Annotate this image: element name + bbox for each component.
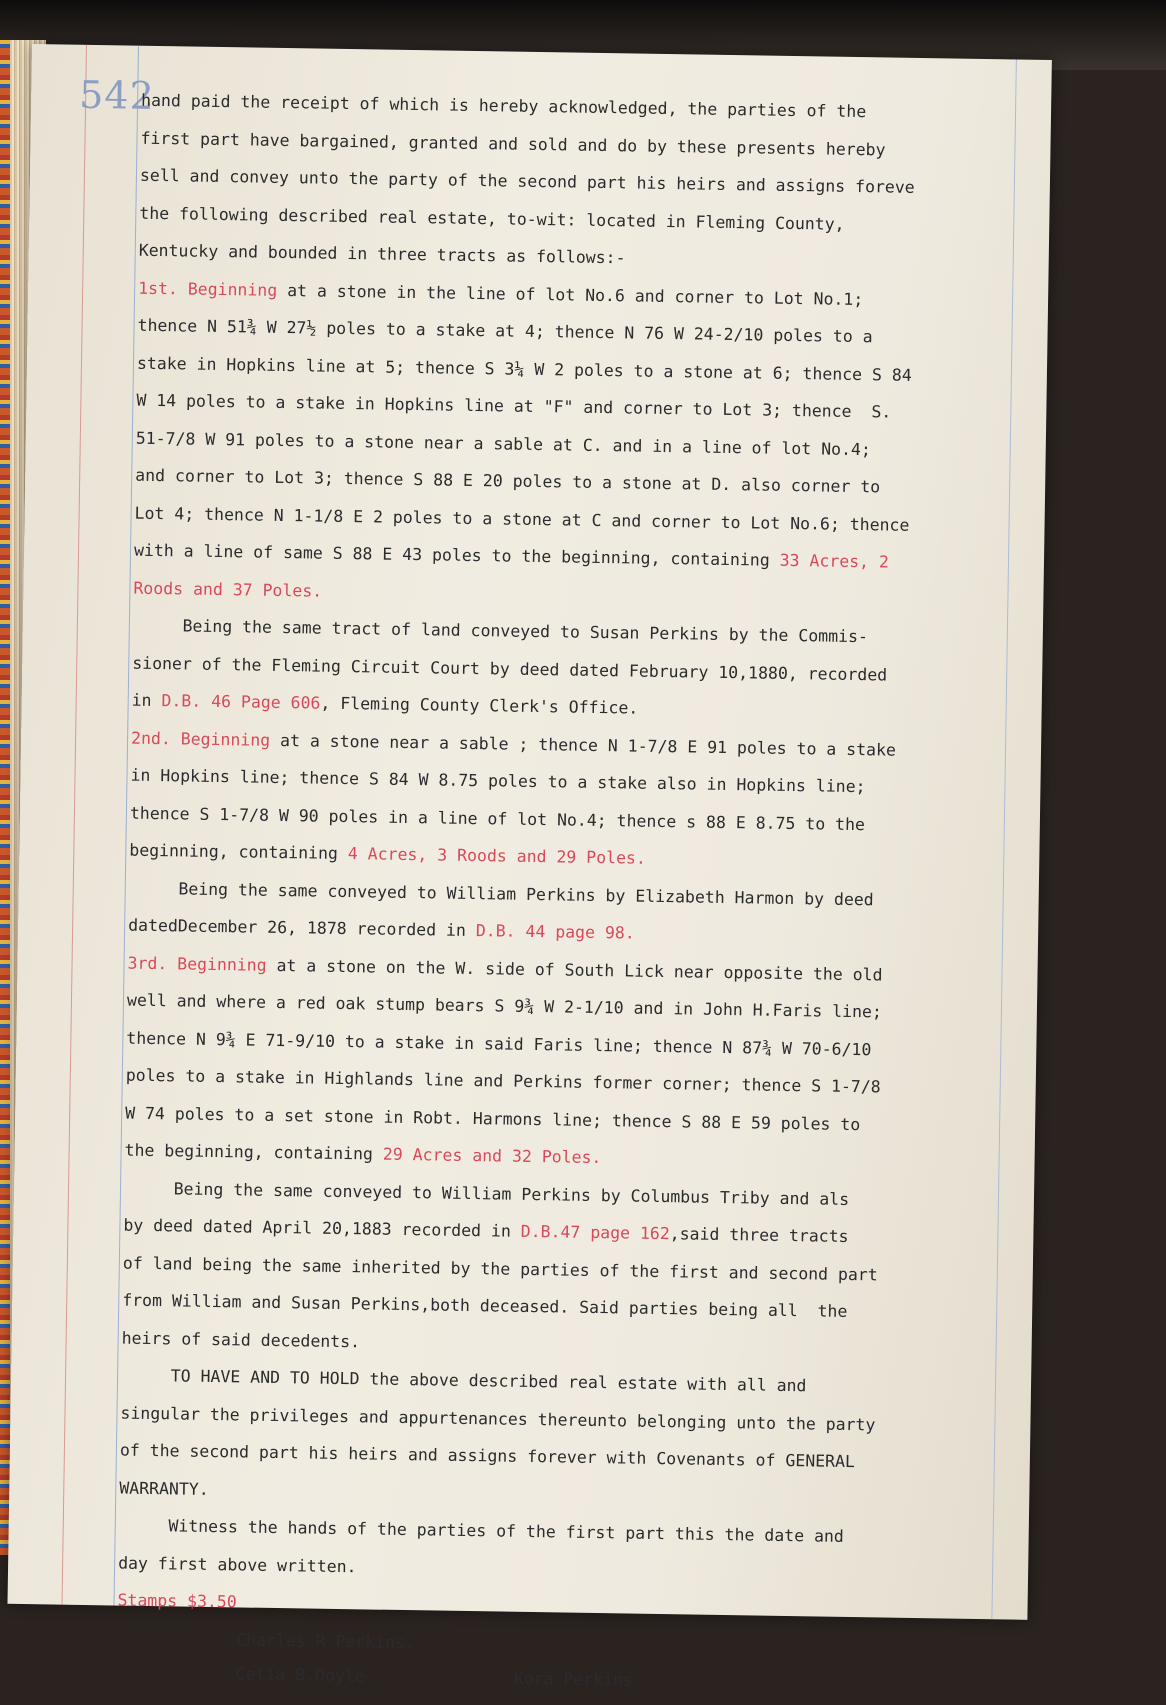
red-ink-text: 4 Acres, 3 Roods and 29 Poles. [347,844,646,868]
page-number: 542 [78,72,156,118]
typed-text: ,said three tracts [669,1224,849,1246]
typed-text: Witness the hands of the parties of the first part this the date and [118,1515,844,1546]
typed-text: 51-7/8 W 91 poles to a stone near a sable at C. and in a line of lot No.4; [135,428,871,459]
typed-text: and corner to Lot 3; thence S 88 E 20 poles to a stone at D. also corner to [135,465,881,497]
typed-text: thence S 1-7/8 W 90 poles in a line of lot No.4; thence s 88 E 8.75 to the [129,803,866,834]
typed-text: singular the privileges and appurtenances thereunto belonging unto the party [120,1403,876,1434]
margin-rule-red [61,45,87,1605]
red-ink-text: 1st. Beginning [138,278,278,300]
red-ink-text: 29 Acres and 32 Poles. [382,1144,602,1168]
signature-line: Celia B.Doyle. Kora Perkins [116,1662,634,1690]
red-ink-text: D.B. 44 page 98. [475,921,635,943]
typed-text: sioner of the Fleming Circuit Court by deed dated February 10,1880, recorded [132,653,888,685]
typed-text: Being the same conveyed to William Perkins by Columbus Triby and als [123,1178,850,1209]
typed-text: with a line of same S 88 E 43 poles to the beginning, containing [133,540,780,570]
typed-text: thence N 9¾ E 71-9/10 to a stake in said Faris line; thence N 87¾ W 70-6/10 [126,1028,872,1059]
red-ink-text: 2nd. Beginning [130,728,271,750]
typed-text: sell and convey unto the party of the second part his heirs and assigns foreve [139,165,915,197]
typed-text: W 14 poles to a stake in Hopkins line at "F" and corner to Lot 3; thence S. [136,390,892,422]
typed-text: W 74 poles to a set stone in Robt. Harmons line; thence S 88 E 59 poles to [125,1103,861,1134]
typed-text: at a stone in the line of lot No.6 and corner to Lot No.1; [277,280,864,309]
typed-text: datedDecember 26, 1878 recorded in [128,915,476,941]
typed-text: by deed dated April 20,1883 recorded in [123,1215,521,1241]
typed-text: poles to a stake in Highlands line and Perkins former corner; thence S 1-7/8 [125,1065,881,1097]
typed-text: at a stone on the W. side of South Lick near opposite the old [266,955,883,984]
typed-text: heirs of said decedents. [121,1328,361,1351]
typed-text: beginning, containing [129,840,349,864]
typed-text: at a stone near a sable ; thence N 1-7/8 E 91 poles to a stake [270,730,897,760]
typed-text: Being the same tract of land conveyed to Susan Perkins by the Commis- [132,615,869,647]
red-ink-text: 33 Acres, 2 [779,550,890,572]
red-ink-text: D.B. 46 Page 606 [161,691,321,713]
book-marbled-edge [0,40,10,1555]
typed-text: , Fleming County Clerk's Office. [320,693,639,718]
typed-text: hand paid the receipt of which is hereby acknowledged, the parties of the [140,90,867,122]
typed-text: the following described real estate, to-wit: located in Fleming County, [139,203,845,234]
typed-text: well and where a red oak stump bears S 9¾ W 2-1/10 and in John H.Faris line; [126,990,883,1022]
typed-text: from William and Susan Perkins,both deceased. Said parties being all the [122,1290,848,1321]
typed-text: TO HAVE AND TO HOLD the above described real estate with all and [120,1365,807,1396]
typed-text: day first above written. [118,1553,357,1576]
typed-text: first part have bargained, granted and sold and do by these presents hereby [140,128,886,159]
typed-text: the beginning, containing [124,1140,384,1164]
typed-text: Kentucky and bounded in three tracts as follows:- [138,240,626,268]
typed-text: in [131,690,162,711]
typed-text: thence N 51¾ W 27½ poles to a stake at 4; thence N 76 W 24-2/10 poles to a [137,315,873,347]
red-ink-text: Roods and 37 Poles. [133,578,323,601]
typed-text: stake in Hopkins line at 5; thence S 3¼ W 2 poles to a stone at 6; thence S 84 [136,353,912,385]
typed-text: in Hopkins line; thence S 84 W 8.75 poles to a stake also in Hopkins line; [130,765,866,797]
deed-text [116,82,1001,1701]
typed-text: of land being the same inherited by the parties of the first and second part [122,1253,878,1284]
typed-text: WARRANTY. [119,1478,209,1499]
red-ink-text: D.B.47 page 162 [520,1221,670,1244]
typed-text: Lot 4; thence N 1-1/8 E 2 poles to a stone at C and corner to Lot No.6; thence [134,503,910,535]
ledger-page [7,44,1051,1690]
red-ink-text: Stamps $3.50 [117,1590,237,1612]
typed-text: Being the same conveyed to William Perkins by Elizabeth Harmon by deed [128,878,874,909]
typed-text: of the second part his heirs and assigns forever with Covenants of GENERAL [119,1440,856,1472]
red-ink-text: 3rd. Beginning [127,953,267,975]
signature-line: Charles R.Perkins. [116,1628,416,1652]
